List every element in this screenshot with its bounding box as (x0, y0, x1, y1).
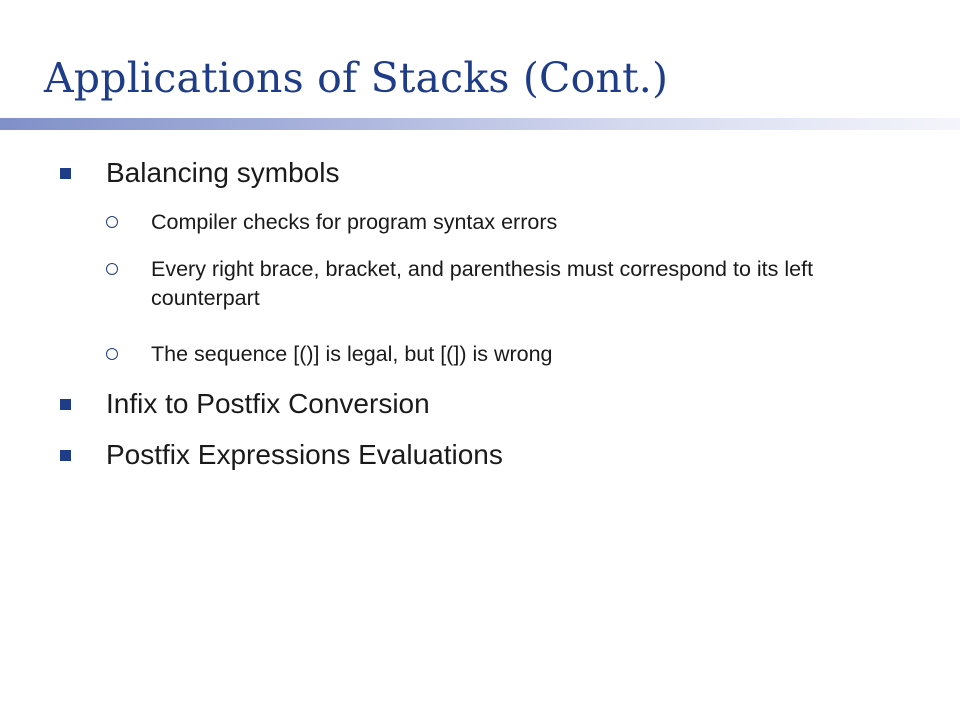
sub-bullet-text: Compiler checks for program syntax errors (151, 210, 558, 234)
square-bullet-icon (60, 168, 71, 179)
sub-bullet-text: The sequence [()] is legal, but [(]) is wrong (151, 342, 553, 366)
sub-bullet-text: Every right brace, bracket, and parenthesis must correspond to its left counterpart (151, 257, 814, 310)
circle-bullet-icon (106, 216, 118, 228)
slide-title: Applications of Stacks (Cont.) (44, 54, 669, 102)
bullet-text: Balancing symbols (106, 157, 340, 188)
square-bullet-icon (60, 450, 71, 461)
circle-bullet-icon (106, 263, 118, 275)
bullet-text: Postfix Expressions Evaluations (106, 439, 503, 470)
bullet-text: Infix to Postfix Conversion (106, 388, 430, 419)
circle-bullet-icon (106, 348, 118, 360)
square-bullet-icon (60, 399, 71, 410)
